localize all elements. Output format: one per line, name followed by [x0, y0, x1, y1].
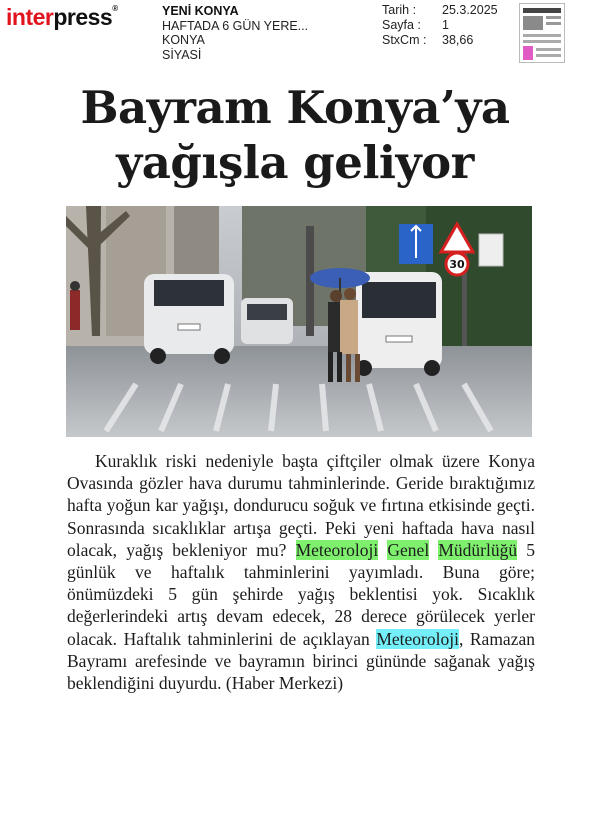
- space-2: [429, 540, 438, 560]
- highlight-mudurlugu: Müdürlüğü: [438, 539, 518, 560]
- article-body: [67, 450, 535, 694]
- publication-name: YENİ KONYA: [162, 4, 239, 18]
- headline-line-2: yağışla geliyor: [116, 136, 474, 189]
- article-text-part-1: Kuraklık riski nedeniyle başta çiftçiler olmak üzere Konya Ovasında gözler hava durumu tahminlerinde. Geride bıraktığımız hafta yoğun kar yağışı, dondurucu soğuk ve fırtına etkisinde geçti. Sonrasında sıcaklıklar artışa geçti. Peki yeni haftada hava nasıl olacak, yağış bekleniyor mu?: [67, 451, 535, 560]
- section: SİYASİ: [162, 47, 202, 62]
- article-photo: [66, 206, 532, 437]
- logo-press: press: [53, 4, 113, 30]
- article-text-part-3: , Ramazan Bayramı arefesinde ve bayramın birinci gününde sağanak yağış beklendiğini duyurdu. (Haber Merkezi): [67, 628, 535, 694]
- highlight-meteoroloji-2: Meteoroloji: [376, 628, 459, 649]
- page-value: 1: [442, 18, 449, 32]
- article-headline: [40, 80, 550, 190]
- logo-inter: inter: [6, 4, 54, 30]
- space-1: [378, 540, 387, 560]
- headline-line-1: Bayram Konya’ya: [80, 81, 510, 134]
- article-text-part-2: 5 günlük ve haftalık tahminlerini yayımladı. Buna göre; önümüzdeki 5 gün şehirde yağış beklentisi yok. Sıcaklık değerlerindeki artış devam edecek, 28 derece görülecek yerler olacak. Haftalık tahminlerini de açıklayan: [67, 539, 536, 649]
- publication-meta: [162, 4, 308, 62]
- clipping-header: [0, 0, 590, 64]
- date-row: [382, 3, 498, 18]
- highlight-genel: Genel: [387, 539, 430, 560]
- date-label: Tarih :: [382, 3, 417, 17]
- interpress-logo: [6, 4, 118, 31]
- city: KONYA: [162, 33, 205, 47]
- logo-registered-mark: ®: [112, 4, 118, 13]
- stxcm-value: 38,66: [442, 33, 474, 47]
- page-thumbnail[interactable]: [519, 3, 565, 63]
- date-value: 25.3.2025: [442, 3, 498, 17]
- page-row: [382, 18, 498, 33]
- stxcm-row: [382, 33, 498, 48]
- page-label: Sayfa :: [382, 18, 421, 32]
- speed-limit-sign-text: 30: [449, 258, 465, 271]
- stxcm-label: StxCm :: [382, 33, 427, 47]
- headline-short: HAFTADA 6 GÜN YERE...: [162, 18, 309, 33]
- highlight-meteoroloji-1: Meteoroloji: [295, 539, 379, 560]
- clip-details: [382, 3, 498, 48]
